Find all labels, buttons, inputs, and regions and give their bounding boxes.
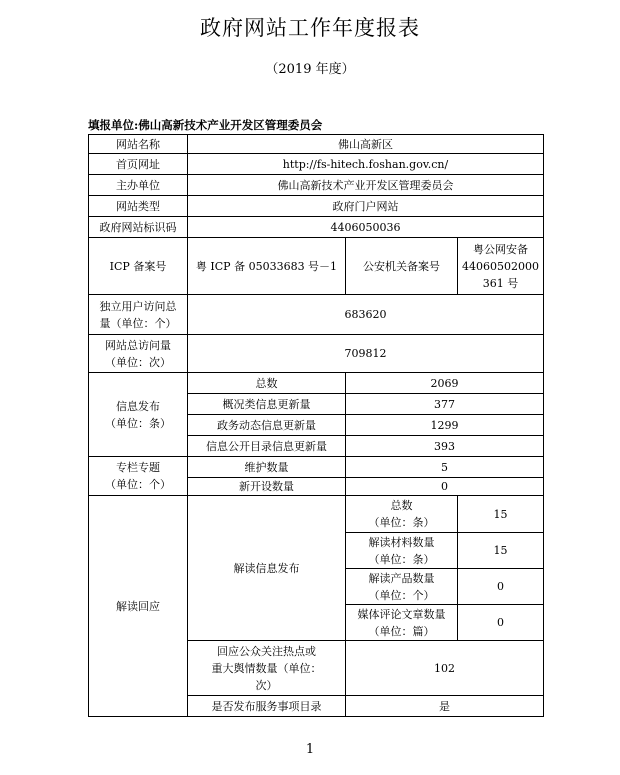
service-catalog-value: 是 — [346, 696, 544, 717]
row-label — [89, 335, 188, 373]
row-label: ICP 备案号 — [89, 238, 188, 295]
row-label: 是否发布服务事项目录 — [188, 696, 346, 717]
sponsor-value: 佛山高新技术产业开发区管理委员会 — [188, 175, 544, 196]
label-line: 解读产品数量 — [368, 571, 435, 585]
row-label: 首页网址 — [89, 154, 188, 175]
label-line: 独立用户访问总 — [99, 299, 177, 313]
icp-value: 粤 ICP 备 05033683 号－1 — [188, 238, 346, 295]
table-row — [89, 238, 544, 295]
interpret-total-value: 15 — [458, 496, 544, 533]
row-label — [89, 295, 188, 335]
row-label — [188, 641, 346, 696]
table-row — [89, 217, 544, 238]
label-line: （单位：条） — [368, 552, 435, 566]
section-label — [89, 457, 188, 496]
table-row — [89, 196, 544, 217]
table-row — [89, 496, 544, 533]
label-line: （单位：篇） — [368, 624, 435, 638]
label-line: 专栏专题 — [116, 461, 160, 474]
row-label: 新开设数量 — [188, 478, 346, 496]
column-new-value: 0 — [346, 478, 544, 496]
report-year: （2019 年度） — [265, 62, 355, 77]
police-record-line: 44060502000 — [462, 259, 539, 273]
label-line: 重大舆情数量（单位： — [211, 661, 322, 675]
interpret-product-value: 0 — [458, 569, 544, 605]
info-total-value: 2069 — [346, 373, 544, 394]
table-row — [89, 335, 544, 373]
row-label: 网站名称 — [89, 135, 188, 154]
row-label: 概况类信息更新量 — [188, 394, 346, 415]
police-record-line: 粤公网安备 — [473, 242, 528, 256]
reporting-unit: 填报单位:佛山高新技术产业开发区管理委员会 — [88, 118, 323, 132]
label-line: 媒体评论文章数量 — [357, 607, 446, 621]
uv-value: 683620 — [188, 295, 544, 335]
site-code-value: 4406050036 — [188, 217, 544, 238]
page-title: 政府网站工作年度报表 — [200, 16, 420, 40]
interpret-media-value: 0 — [458, 605, 544, 641]
row-label: 总数 — [188, 373, 346, 394]
info-catalog-value: 393 — [346, 436, 544, 457]
label-line: （单位：条） — [105, 416, 171, 430]
homepage-value: http://fs-hitech.foshan.gov.cn/ — [188, 154, 544, 175]
interpret-material-value: 15 — [458, 533, 544, 569]
label-line: （单位：次） — [105, 355, 171, 369]
interpret-response-value: 102 — [346, 641, 544, 696]
report-table — [88, 134, 544, 717]
table-row — [89, 135, 544, 154]
row-label — [346, 533, 458, 569]
section-label — [89, 373, 188, 457]
row-label: 公安机关备案号 — [346, 238, 458, 295]
label-line: 总数 — [390, 499, 413, 512]
table-row — [89, 154, 544, 175]
label-line: 解读材料数量 — [368, 535, 435, 549]
section-label: 解读回应 — [89, 496, 188, 717]
site-type-value: 政府门户网站 — [188, 196, 544, 217]
label-line: （单位：个） — [105, 478, 171, 491]
label-line: 信息发布 — [116, 399, 160, 413]
row-label — [346, 496, 458, 533]
table-row — [89, 457, 544, 478]
police-record-value — [458, 238, 544, 295]
label-line: 网站总访问量 — [105, 338, 171, 352]
label-line: 次） — [255, 678, 278, 692]
label-line: 量（单位：个） — [99, 316, 177, 330]
site-name-value: 佛山高新区 — [188, 135, 544, 154]
page-number: 1 — [305, 742, 315, 757]
table-row — [89, 295, 544, 335]
label-line: （单位：个） — [368, 588, 435, 602]
table-row — [89, 175, 544, 196]
row-label: 网站类型 — [89, 196, 188, 217]
police-record-line: 361 号 — [482, 276, 519, 290]
row-label: 解读信息发布 — [188, 496, 346, 641]
row-label: 政府网站标识码 — [89, 217, 188, 238]
table-row — [89, 373, 544, 394]
row-label: 主办单位 — [89, 175, 188, 196]
row-label: 政务动态信息更新量 — [188, 415, 346, 436]
row-label — [346, 569, 458, 605]
row-label: 信息公开目录信息更新量 — [188, 436, 346, 457]
pv-value: 709812 — [188, 335, 544, 373]
column-maintain-value: 5 — [346, 457, 544, 478]
row-label: 维护数量 — [188, 457, 346, 478]
info-affairs-value: 1299 — [346, 415, 544, 436]
info-overview-value: 377 — [346, 394, 544, 415]
label-line: （单位：条） — [368, 516, 435, 529]
row-label — [346, 605, 458, 641]
label-line: 回应公众关注热点或 — [217, 644, 316, 658]
